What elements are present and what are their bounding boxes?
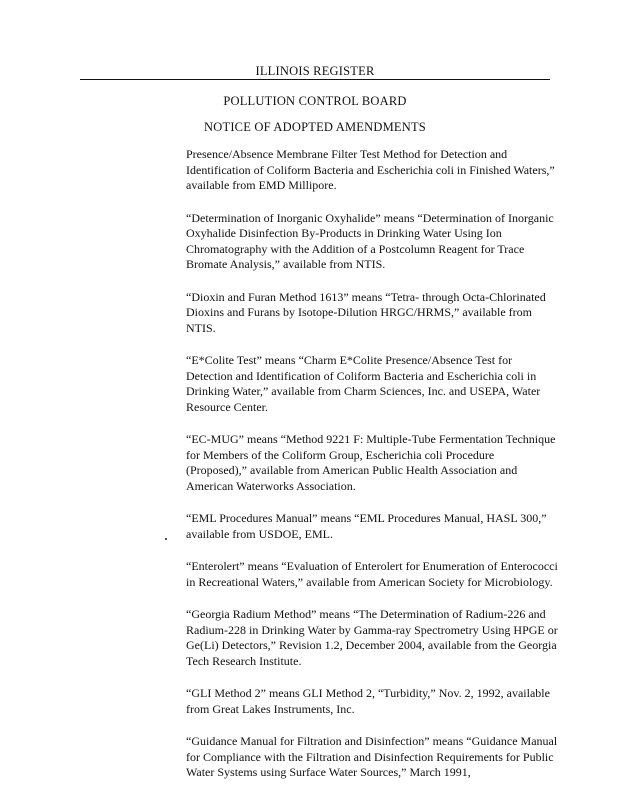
paragraph-enterolert: “Enterolert” means “Evaluation of Enterolert for Enumeration of Enterococci in Recreational Waters,” available from American Society for Microbiology. xyxy=(186,559,558,589)
document-body xyxy=(186,147,558,798)
paragraph-eml-procedures: “EML Procedures Manual” means “EML Procedures Manual, HASL 300,” available from USDOE, EML. xyxy=(186,511,547,541)
notice-title: NOTICE OF ADOPTED AMENDMENTS xyxy=(204,120,426,134)
paragraph-gli-method: “GLI Method 2” means GLI Method 2, “Turbidity,” Nov. 2, 1992, available from Great Lakes Instruments, Inc. xyxy=(186,686,550,716)
paragraph-ec-mug: “EC-MUG” means “Method 9221 F: Multiple-Tube Fermentation Technique for Members of the Coliform Group, Escherichia coli Procedure (Proposed),” available from American Public Health Association and American Waterworks Association. xyxy=(186,432,556,493)
register-title: ILLINOIS REGISTER xyxy=(255,64,375,78)
header-rule xyxy=(80,79,550,80)
paragraph-presence-absence: Presence/Absence Membrane Filter Test Method for Detection and Identification of Coliform Bacteria and Escherichia coli in Finished Waters,” available from EMD Millipore. xyxy=(186,147,555,192)
paragraph-dioxin-furan: “Dioxin and Furan Method 1613” means “Tetra- through Octa-Chlorinated Dioxins and Furans by Isotope-Dilution HRGC/HRMS,” available from NTIS. xyxy=(186,289,546,335)
paragraph-georgia-radium: “Georgia Radium Method” means “The Determination of Radium-226 and Radium-228 in Drinking Water by Gamma-ray Spectrometry Using HPGE or Ge(Li) Detectors,” Revision 1.2, December 2004, available from the Georgia Tech Research Institute. xyxy=(186,607,558,668)
paragraph-ecolite-test: “E*Colite Test” means “Charm E*Colite Presence/Absence Test for Detection and Identification of Coliform Bacteria and Escherichia coli in Drinking Water,” available from Charm Sciences, Inc. and USEPA, Water Resource Center. xyxy=(186,353,541,414)
paragraph-guidance-manual: “Guidance Manual for Filtration and Disinfection” means “Guidance Manual for Compliance with the Filtration and Disinfection Requirements for Public Water Systems using Surface Water Sources,” March 1991, xyxy=(186,734,558,779)
board-name: POLLUTION CONTROL BOARD xyxy=(223,94,407,108)
paragraph-inorganic-oxyhalide: “Determination of Inorganic Oxyhalide” means “Determination of Inorganic Oxyhalide Disinfection By-Products in Drinking Water Using Ion Chromatography with the Addition of a Postcolumn Reagent for Trace Bromate Analysis,” available from NTIS. xyxy=(186,210,554,271)
scan-speck xyxy=(165,538,167,540)
